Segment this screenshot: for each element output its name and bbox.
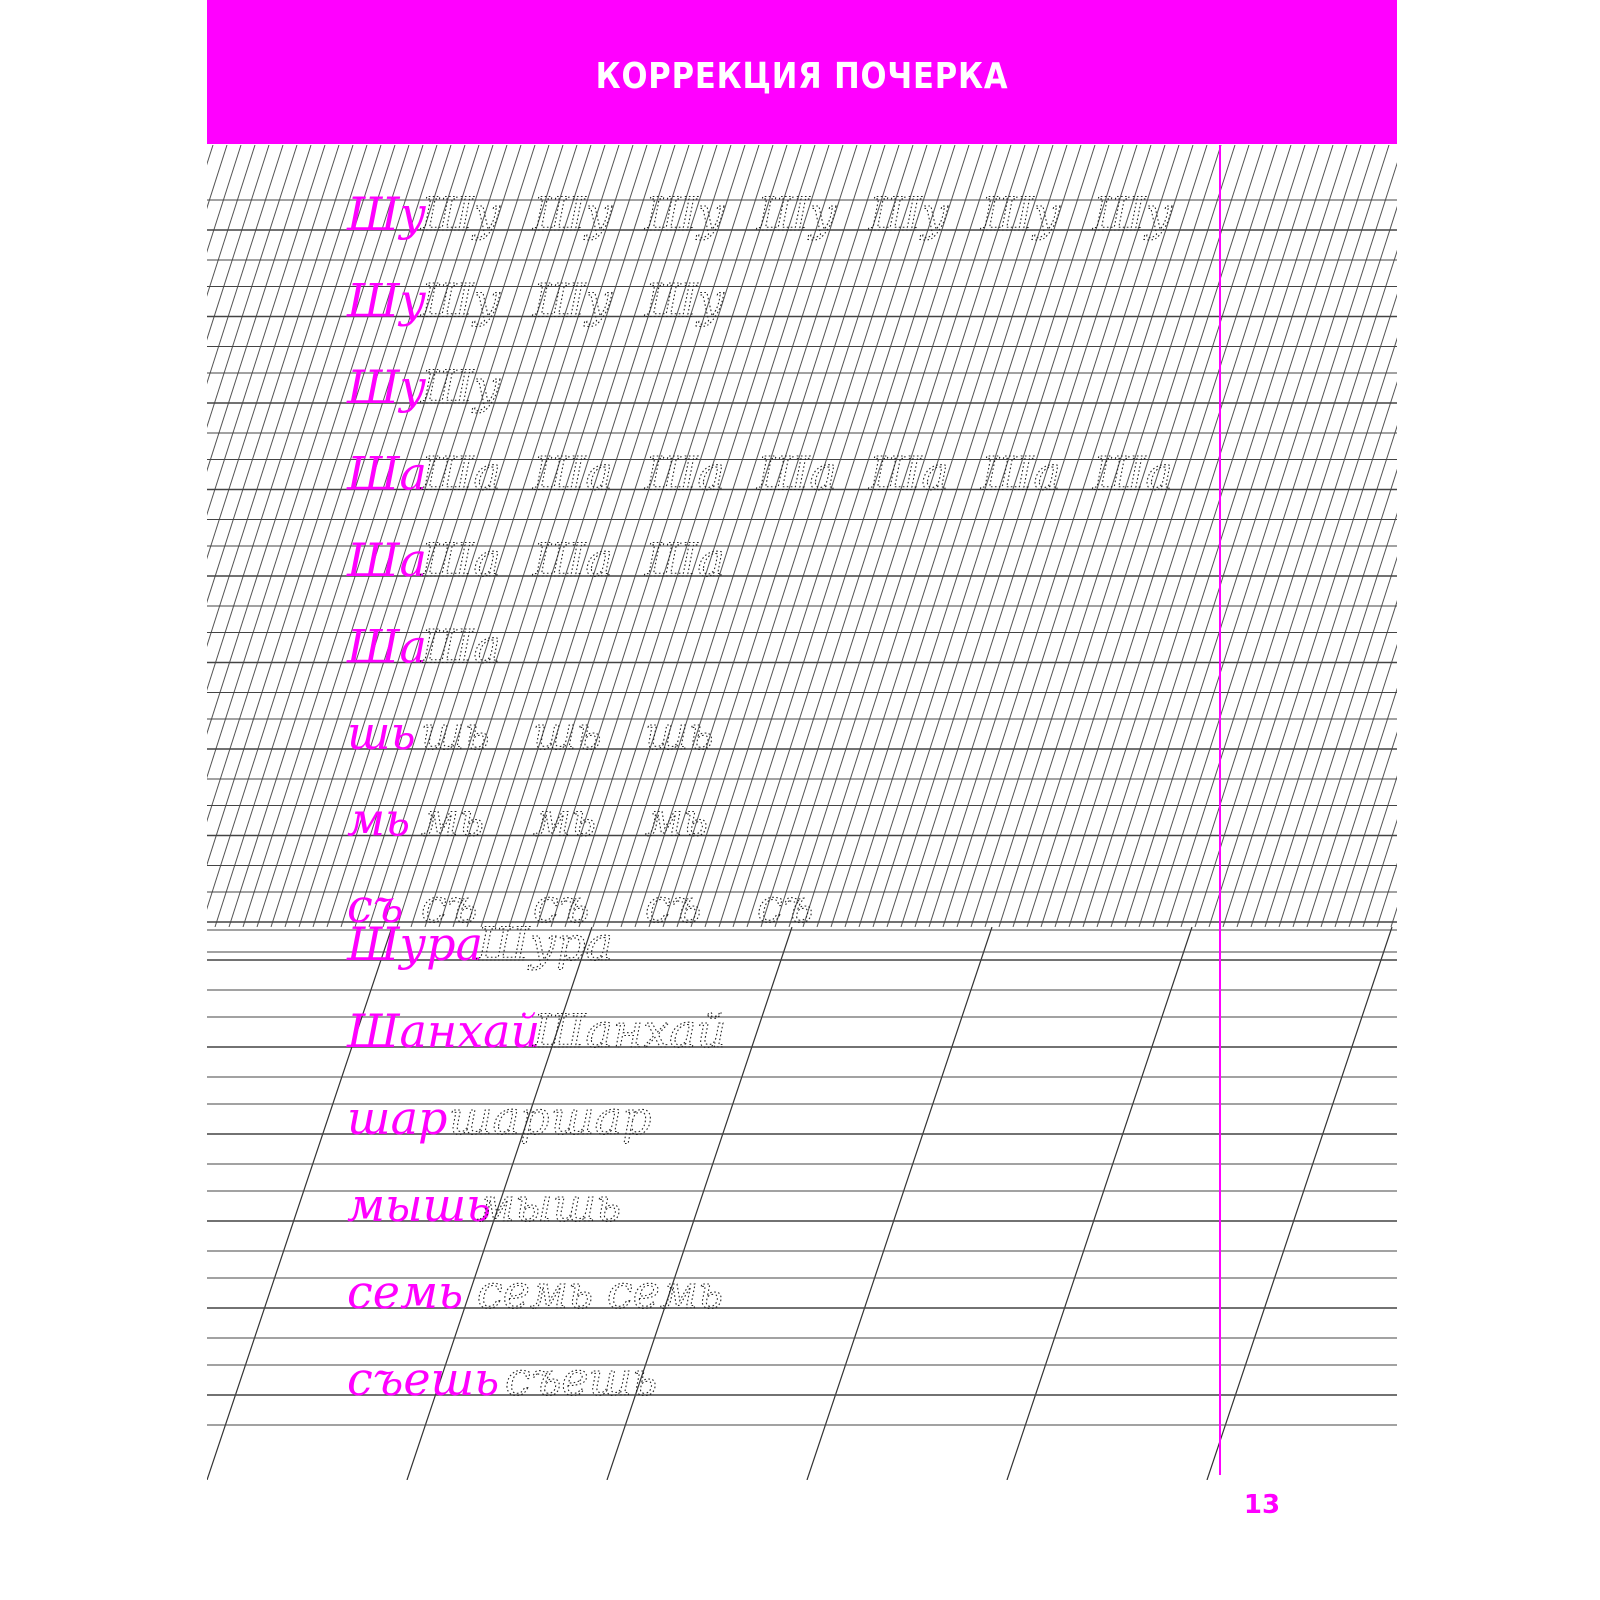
trace-word: Шу	[533, 273, 613, 328]
trace-word: Шу	[421, 273, 501, 328]
copy-row	[347, 1178, 621, 1232]
trace-word: шар	[449, 1091, 550, 1145]
trace-word: съ	[533, 879, 590, 933]
trace-word: Шура	[477, 917, 614, 971]
model-word: Ша	[347, 446, 427, 501]
copy-rows	[346, 187, 1173, 1406]
trace-word: шь	[421, 706, 490, 760]
model-word: Шанхай	[347, 1004, 541, 1058]
model-word: съешь	[347, 1352, 500, 1406]
model-word: шь	[347, 706, 416, 760]
trace-word: Ша	[869, 446, 949, 501]
workbook-page	[207, 0, 1397, 1600]
trace-word: Шу	[533, 187, 613, 241]
trace-word: Шу	[645, 273, 725, 328]
trace-word: съешь	[505, 1352, 658, 1406]
copy-row	[346, 917, 613, 971]
copy-row	[347, 1091, 651, 1145]
trace-word: Ша	[421, 619, 501, 674]
trace-word: Ша	[421, 533, 501, 587]
copy-row	[346, 187, 1172, 241]
model-word: Шу	[347, 273, 427, 328]
trace-word: Ша	[981, 446, 1061, 501]
model-word: Шу	[347, 360, 427, 414]
copy-row	[346, 274, 724, 328]
model-word: шар	[347, 1091, 448, 1145]
trace-word: Шу	[421, 187, 501, 241]
model-word: Шура	[347, 917, 484, 971]
trace-word: съ	[757, 879, 814, 933]
handwriting-ruling	[207, 0, 1397, 1600]
model-word: съ	[347, 879, 404, 933]
copy-row	[347, 793, 708, 847]
trace-word: Шу	[645, 187, 725, 241]
trace-word: Шу	[981, 187, 1061, 241]
trace-word: Шу	[869, 187, 949, 241]
copy-row	[347, 1265, 723, 1319]
trace-word: мышь	[477, 1178, 622, 1232]
copy-row	[346, 533, 725, 587]
model-word: Шу	[347, 187, 427, 241]
trace-word: Шу	[421, 360, 501, 414]
trace-word: семь	[607, 1265, 724, 1319]
model-word: мь	[347, 792, 411, 847]
trace-word: шь	[533, 706, 602, 760]
trace-word: шар	[551, 1091, 652, 1145]
page-number: 13	[1243, 1490, 1281, 1520]
trace-word: Шу	[757, 187, 837, 241]
trace-word: мь	[421, 792, 485, 847]
copy-row	[346, 1004, 726, 1058]
trace-word: Ша	[421, 446, 501, 501]
model-word: Ша	[347, 533, 427, 587]
model-word: семь	[347, 1265, 464, 1319]
copy-row	[347, 1352, 657, 1406]
copy-row	[346, 620, 501, 674]
trace-word: Ша	[533, 446, 613, 501]
trace-word: Шу	[1093, 187, 1173, 241]
trace-word: съ	[421, 879, 478, 933]
copy-row	[346, 447, 1173, 501]
trace-word: Ша	[533, 533, 613, 587]
copy-row	[346, 360, 500, 414]
trace-word: семь	[477, 1265, 594, 1319]
trace-word: мь	[533, 792, 597, 847]
copy-row	[347, 706, 714, 760]
trace-word: Ша	[757, 446, 837, 501]
trace-word: мь	[645, 792, 709, 847]
trace-word: шь	[645, 706, 714, 760]
trace-word: Ша	[1093, 446, 1173, 501]
trace-word: съ	[645, 879, 702, 933]
trace-word: Ша	[645, 446, 725, 501]
trace-word: Шанхай	[533, 1004, 727, 1058]
model-word: Ша	[347, 619, 427, 674]
trace-word: Ша	[645, 533, 725, 587]
model-word: мышь	[347, 1178, 492, 1232]
page-title: КОРРЕКЦИЯ ПОЧЕРКА	[595, 55, 1009, 97]
